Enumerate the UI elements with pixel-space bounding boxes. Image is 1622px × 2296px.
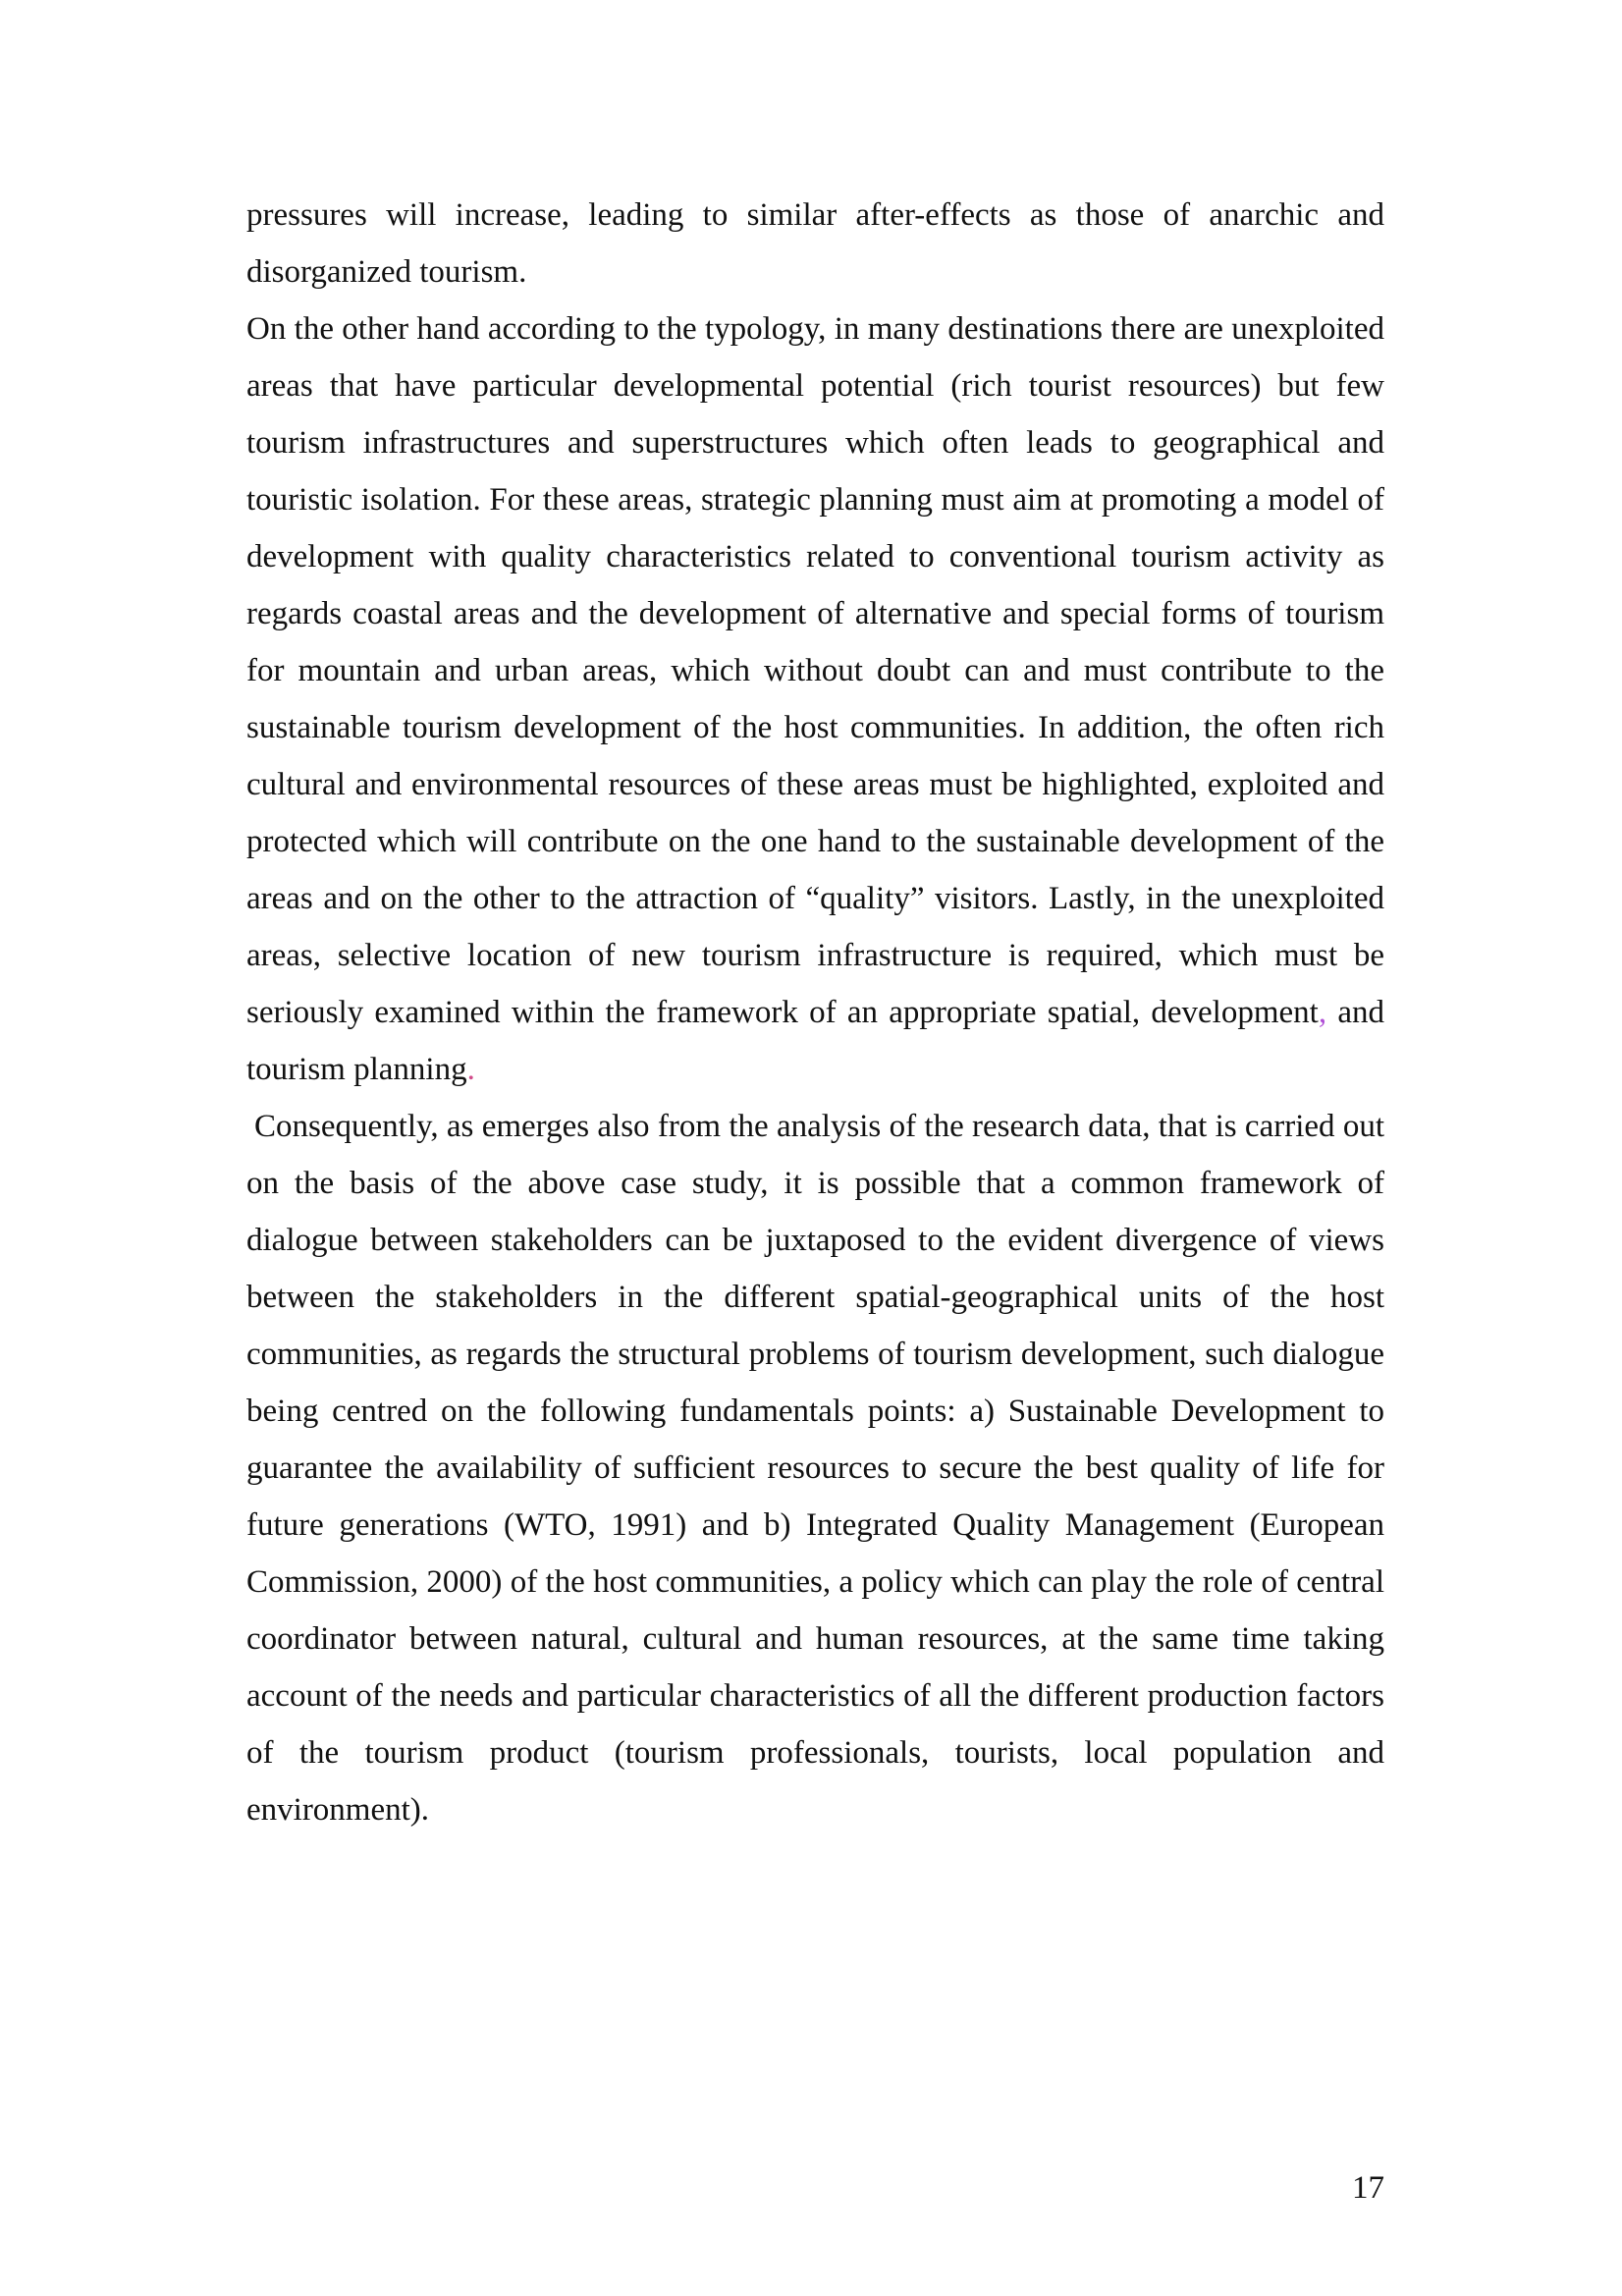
body-text bbox=[246, 187, 1384, 1838]
tracked-change-comma: , bbox=[1318, 995, 1327, 1030]
page-number: 17 bbox=[1352, 2170, 1384, 2206]
paragraph-3: Consequently, as emerges also from the analysis of the research data, that is carried out on the basis of the above case study, it is possible that a common framework of dialogue between stakeholders can be juxtaposed to the evident divergence of views between the stakeholders in the different spatial-geographical units of the host communities, as regards the structural problems of tourism development, such dialogue being centred on the following fundamentals points: a) Sustainable Development to guarantee the availability of sufficient resources to secure the best quality of life for future generations (WTO, 1991) and b) Integrated Quality Management (European Commission, 2000) of the host communities, a policy which can play the role of central coordinator between natural, cultural and human resources, at the same time taking account of the needs and particular characteristics of all the different production factors of the tourism product (tourism professionals, tourists, local population and environment). bbox=[246, 1109, 1384, 1828]
paragraph-2-text: On the other hand according to the typology, in many destinations there are unexploited areas that have particular developmental potential (rich tourist resources) but few tourism infrastructures and superstructures which often leads to geographical and touristic isolation. For these areas, strategic planning must aim at promoting a model of development with quality characteristics related to conventional tourism activity as regards coastal areas and the development of alternative and special forms of tourism for mountain and urban areas, which without doubt can and must contribute to the sustainable tourism development of the host communities. In addition, the often rich cultural and environmental resources of these areas must be highlighted, exploited and protected which will contribute on the one hand to the sustainable development of the areas and on the other to the attraction of “quality” visitors. Lastly, in the unexploited areas, selective location of new tourism infrastructure is required, which must be seriously examined within the framework of an appropriate spatial, development bbox=[246, 311, 1384, 1030]
paragraph-1: pressures will increase, leading to similar after-effects as those of anarchic and disorganized tourism. bbox=[246, 197, 1384, 290]
paragraph-2 bbox=[246, 301, 1384, 1098]
tracked-change-period: . bbox=[466, 1052, 475, 1087]
paragraph-2-ending: and tourism planning bbox=[246, 995, 1384, 1087]
